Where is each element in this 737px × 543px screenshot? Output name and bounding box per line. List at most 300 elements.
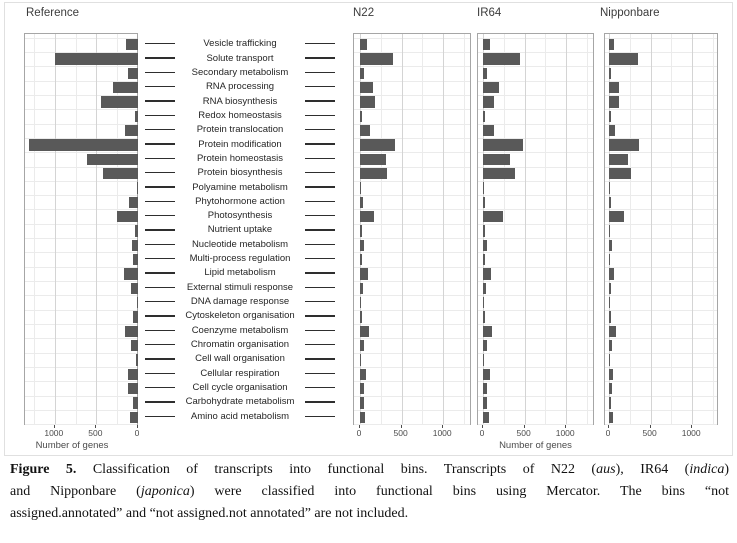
category-tick-right	[305, 387, 335, 388]
gridline-horizontal	[25, 181, 137, 182]
bar-nipponbare	[609, 311, 611, 323]
bar-ir64	[483, 225, 485, 237]
gridline-horizontal	[25, 281, 137, 282]
bar-ir64	[483, 53, 520, 65]
category-label: External stimuli response	[186, 281, 294, 293]
category-tick-right	[305, 229, 335, 230]
gridline-horizontal	[478, 310, 593, 311]
bar-ir64	[483, 254, 485, 266]
gridline-horizontal	[354, 224, 470, 225]
caption-text: ), IR64 (	[615, 462, 690, 477]
gridline-horizontal	[354, 367, 470, 368]
gridline-horizontal	[25, 267, 137, 268]
bar-reference	[129, 197, 138, 209]
gridline-vertical	[443, 34, 444, 424]
bar-nipponbare	[609, 254, 610, 266]
bar-nipponbare	[609, 340, 612, 352]
bar-nipponbare	[609, 182, 610, 194]
gridline-horizontal	[25, 324, 137, 325]
bar-n22	[360, 111, 362, 123]
category-tick-left	[145, 86, 175, 87]
category-label: Cytoskeleton organisation	[185, 310, 295, 322]
bar-n22	[360, 211, 374, 223]
category-tick-left	[145, 72, 175, 73]
category-tick-left	[145, 358, 175, 359]
bar-ir64	[483, 311, 485, 323]
gridline-vertical	[96, 34, 97, 424]
gridline-horizontal	[354, 324, 470, 325]
gridline-horizontal	[605, 66, 717, 67]
category-label: Vesicle trafficking	[203, 38, 277, 50]
caption-line	[10, 481, 729, 503]
chart-panel-nipponbare	[604, 33, 718, 425]
gridline-horizontal	[605, 338, 717, 339]
gridline-horizontal	[478, 252, 593, 253]
category-tick-left	[145, 57, 175, 58]
gridline-horizontal	[25, 109, 137, 110]
axis-tick-label: 0	[134, 428, 140, 438]
gridline-horizontal	[25, 381, 137, 382]
category-tick-left	[145, 315, 175, 316]
category-tick-left	[145, 373, 175, 374]
axis-tick-label: 1000	[555, 428, 575, 438]
bar-reference	[87, 154, 138, 166]
bar-ir64	[483, 154, 510, 166]
category-tick-right	[305, 158, 335, 159]
bar-nipponbare	[609, 168, 631, 180]
gridline-horizontal	[354, 66, 470, 67]
gridline-horizontal	[605, 124, 717, 125]
category-tick-right	[305, 57, 335, 58]
gridline-vertical	[55, 34, 56, 424]
category-tick-left	[145, 115, 175, 116]
gridline-horizontal	[605, 295, 717, 296]
category-label: Protein translocation	[196, 124, 284, 136]
chart-panel-ir64	[477, 33, 594, 425]
gridline-horizontal	[605, 281, 717, 282]
gridline-horizontal	[354, 181, 470, 182]
category-tick-right	[305, 115, 335, 116]
gridline-vertical	[713, 34, 714, 424]
gridline-horizontal	[478, 396, 593, 397]
axis-tick-label: 500	[393, 428, 408, 438]
category-tick-right	[305, 201, 335, 202]
category-label: Polyamine metabolism	[192, 181, 288, 193]
bar-reference	[101, 96, 138, 108]
bar-ir64	[483, 197, 485, 209]
category-label: Carbohydrate metabolism	[185, 396, 295, 408]
bar-n22	[360, 397, 364, 409]
category-tick-right	[305, 401, 335, 402]
category-tick-right	[305, 86, 335, 87]
bar-reference	[125, 326, 138, 338]
bar-ir64	[483, 240, 487, 252]
category-tick-right	[305, 373, 335, 374]
bar-reference	[133, 254, 138, 266]
category-tick-right	[305, 43, 335, 44]
gridline-horizontal	[605, 181, 717, 182]
gridline-horizontal	[478, 424, 593, 425]
category-tick-right	[305, 186, 335, 187]
panel-title-reference: Reference	[26, 7, 80, 19]
bar-ir64	[483, 268, 491, 280]
bar-n22	[360, 369, 366, 381]
bar-ir64	[483, 111, 485, 123]
bar-nipponbare	[609, 68, 611, 80]
bar-n22	[360, 412, 365, 424]
category-label: Amino acid metabolism	[190, 410, 290, 422]
gridline-horizontal	[25, 396, 137, 397]
gridline-horizontal	[354, 396, 470, 397]
gridline-horizontal	[605, 109, 717, 110]
caption-text: Classification of transcripts into functional bins. Transcripts of N22 (	[76, 462, 597, 477]
axis-tick-label: 500	[516, 428, 531, 438]
bar-n22	[360, 283, 363, 295]
gridline-horizontal	[605, 81, 717, 82]
bar-reference	[133, 311, 138, 323]
bar-n22	[360, 182, 361, 194]
bar-n22	[360, 96, 375, 108]
gridline-horizontal	[25, 424, 137, 425]
bar-ir64	[483, 383, 487, 395]
gridline-horizontal	[478, 95, 593, 96]
category-tick-right	[305, 172, 335, 173]
bar-n22	[360, 39, 367, 51]
gridline-horizontal	[354, 353, 470, 354]
category-tick-left	[145, 244, 175, 245]
bar-reference	[55, 53, 138, 65]
bar-ir64	[483, 340, 487, 352]
gridline-horizontal	[605, 396, 717, 397]
gridline-horizontal	[478, 195, 593, 196]
category-tick-right	[305, 143, 335, 144]
bar-nipponbare	[609, 197, 611, 209]
bar-ir64	[483, 326, 492, 338]
gridline-horizontal	[605, 424, 717, 425]
category-label: Cell wall organisation	[195, 353, 285, 365]
bar-n22	[360, 326, 369, 338]
bar-n22	[360, 340, 364, 352]
category-label: Protein homeostasis	[196, 152, 284, 164]
gridline-horizontal	[478, 38, 593, 39]
category-tick-right	[305, 258, 335, 259]
bar-nipponbare	[609, 154, 628, 166]
axis-tick-label: 0	[479, 428, 485, 438]
category-tick-left	[145, 158, 175, 159]
bar-nipponbare	[609, 397, 611, 409]
gridline-horizontal	[25, 310, 137, 311]
gridline-vertical	[34, 34, 35, 424]
chart-panel-n22	[353, 33, 471, 425]
category-tick-right	[305, 358, 335, 359]
bar-nipponbare	[609, 125, 615, 137]
gridline-vertical	[422, 34, 423, 424]
bar-ir64	[483, 39, 490, 51]
gridline-horizontal	[605, 324, 717, 325]
gridline-horizontal	[25, 195, 137, 196]
bar-ir64	[483, 354, 484, 366]
category-label: Cellular respiration	[200, 367, 280, 379]
bar-reference	[125, 125, 138, 137]
bar-n22	[360, 197, 363, 209]
gridline-horizontal	[354, 410, 470, 411]
bar-reference	[131, 340, 138, 352]
gridline-horizontal	[25, 38, 137, 39]
bar-reference	[124, 268, 138, 280]
gridline-horizontal	[605, 95, 717, 96]
bar-nipponbare	[609, 139, 639, 151]
bar-nipponbare	[609, 82, 619, 94]
gridline-horizontal	[354, 109, 470, 110]
bar-n22	[360, 154, 386, 166]
category-tick-left	[145, 172, 175, 173]
gridline-horizontal	[25, 410, 137, 411]
gridline-horizontal	[25, 252, 137, 253]
gridline-horizontal	[478, 224, 593, 225]
gridline-vertical	[671, 34, 672, 424]
x-axis-label-right: Number of genes	[499, 440, 572, 451]
category-tick-left	[145, 201, 175, 202]
gridline-horizontal	[478, 353, 593, 354]
gridline-vertical	[402, 34, 403, 424]
bar-nipponbare	[609, 111, 611, 123]
gridline-horizontal	[354, 310, 470, 311]
gridline-vertical	[651, 34, 652, 424]
category-tick-left	[145, 416, 175, 417]
category-label: Solute transport	[206, 52, 274, 64]
category-tick-right	[305, 215, 335, 216]
gridline-horizontal	[354, 295, 470, 296]
category-tick-left	[145, 258, 175, 259]
category-tick-left	[145, 301, 175, 302]
category-tick-left	[145, 100, 175, 101]
caption-text: ) were classified into functional bins using Mercator. The bins “not	[189, 484, 730, 499]
bar-n22	[360, 168, 387, 180]
gridline-horizontal	[478, 381, 593, 382]
gridline-horizontal	[605, 353, 717, 354]
bar-reference	[128, 383, 138, 395]
gridline-horizontal	[605, 252, 717, 253]
gridline-horizontal	[605, 38, 717, 39]
category-tick-left	[145, 272, 175, 273]
caption-text: )	[724, 462, 730, 477]
gridline-vertical	[76, 34, 77, 424]
bar-n22	[360, 53, 393, 65]
category-label: Protein modification	[198, 138, 282, 150]
gridline-horizontal	[25, 338, 137, 339]
bar-nipponbare	[609, 240, 612, 252]
gridline-horizontal	[478, 324, 593, 325]
bar-reference	[131, 283, 138, 295]
bar-n22	[360, 68, 364, 80]
bar-n22	[360, 225, 362, 237]
gridline-horizontal	[478, 109, 593, 110]
bar-ir64	[483, 96, 494, 108]
gridline-horizontal	[354, 281, 470, 282]
bar-ir64	[483, 139, 523, 151]
bar-nipponbare	[609, 96, 619, 108]
category-tick-right	[305, 301, 335, 302]
gridline-horizontal	[354, 252, 470, 253]
caption-figure-label: Figure 5.	[10, 462, 77, 477]
category-tick-left	[145, 330, 175, 331]
category-tick-left	[145, 287, 175, 288]
category-tick-right	[305, 287, 335, 288]
gridline-horizontal	[354, 424, 470, 425]
gridline-horizontal	[478, 238, 593, 239]
bar-reference	[126, 39, 138, 51]
category-tick-right	[305, 129, 335, 130]
gridline-horizontal	[605, 410, 717, 411]
gridline-horizontal	[354, 381, 470, 382]
axis-tick-label: 500	[88, 428, 103, 438]
gridline-horizontal	[478, 66, 593, 67]
bar-n22	[360, 268, 368, 280]
bar-reference	[137, 182, 138, 194]
axis-tick-label: 0	[605, 428, 611, 438]
bar-reference	[29, 139, 138, 151]
gridline-vertical	[545, 34, 546, 424]
bar-ir64	[483, 68, 487, 80]
bar-n22	[360, 254, 362, 266]
bar-nipponbare	[609, 39, 614, 51]
category-tick-right	[305, 244, 335, 245]
bar-n22	[360, 139, 395, 151]
bar-nipponbare	[609, 383, 612, 395]
category-tick-right	[305, 330, 335, 331]
gridline-horizontal	[25, 367, 137, 368]
gridline-horizontal	[605, 381, 717, 382]
gridline-horizontal	[478, 181, 593, 182]
gridline-vertical	[566, 34, 567, 424]
axis-tick-label: 1000	[681, 428, 701, 438]
category-label: Cell cycle organisation	[192, 382, 288, 394]
gridline-horizontal	[478, 338, 593, 339]
gridline-horizontal	[478, 295, 593, 296]
panel-title-ir64: IR64	[477, 7, 502, 19]
bar-n22	[360, 297, 361, 309]
gridline-vertical	[630, 34, 631, 424]
category-label: Redox homeostasis	[198, 109, 282, 121]
figure-caption	[10, 459, 729, 525]
gridline-horizontal	[478, 124, 593, 125]
gridline-horizontal	[605, 267, 717, 268]
category-tick-left	[145, 143, 175, 144]
bar-ir64	[483, 168, 515, 180]
gridline-horizontal	[354, 195, 470, 196]
bar-nipponbare	[609, 268, 614, 280]
gridline-horizontal	[478, 267, 593, 268]
category-label: Coenzyme metabolism	[191, 324, 289, 336]
panel-title-n22: N22	[353, 7, 375, 19]
category-label: Chromatin organisation	[190, 339, 290, 351]
caption-text: japonica	[140, 484, 190, 499]
bar-nipponbare	[609, 211, 624, 223]
bar-ir64	[483, 369, 490, 381]
bar-n22	[360, 354, 361, 366]
bar-nipponbare	[609, 283, 611, 295]
category-tick-left	[145, 387, 175, 388]
gridline-horizontal	[354, 267, 470, 268]
category-tick-left	[145, 186, 175, 187]
chart-panel-reference	[24, 33, 138, 425]
axis-tick-label: 1000	[44, 428, 64, 438]
gridline-horizontal	[25, 124, 137, 125]
bar-ir64	[483, 412, 489, 424]
gridline-horizontal	[478, 410, 593, 411]
category-label: Nucleotide metabolism	[191, 238, 289, 250]
bar-nipponbare	[609, 412, 613, 424]
bar-reference	[130, 412, 138, 424]
gridline-vertical	[464, 34, 465, 424]
bar-ir64	[483, 211, 503, 223]
bar-n22	[360, 311, 362, 323]
bar-ir64	[483, 297, 484, 309]
gridline-horizontal	[25, 295, 137, 296]
bar-ir64	[483, 125, 494, 137]
bar-nipponbare	[609, 326, 616, 338]
bar-nipponbare	[609, 53, 638, 65]
gridline-vertical	[525, 34, 526, 424]
panel-title-nipponbare: Nipponbare	[600, 7, 660, 19]
category-tick-left	[145, 229, 175, 230]
bar-nipponbare	[609, 354, 610, 366]
bar-reference	[136, 354, 138, 366]
gridline-horizontal	[605, 310, 717, 311]
bar-nipponbare	[609, 369, 613, 381]
gridline-horizontal	[605, 367, 717, 368]
caption-line	[10, 459, 729, 481]
bar-ir64	[483, 283, 486, 295]
bar-n22	[360, 125, 370, 137]
category-label: RNA biosynthesis	[202, 95, 278, 107]
gridline-horizontal	[478, 367, 593, 368]
bar-reference	[135, 225, 138, 237]
bar-ir64	[483, 397, 487, 409]
category-label: Phytohormone action	[195, 195, 285, 207]
bar-reference	[128, 369, 138, 381]
bar-reference	[113, 82, 138, 94]
gridline-horizontal	[478, 281, 593, 282]
category-label: Protein biosynthesis	[197, 167, 283, 179]
gridline-vertical	[692, 34, 693, 424]
category-tick-left	[145, 215, 175, 216]
axis-tick-label: 1000	[432, 428, 452, 438]
axis-tick-label: 0	[356, 428, 362, 438]
category-label: RNA processing	[205, 81, 275, 93]
gridline-horizontal	[25, 224, 137, 225]
bar-reference	[137, 297, 138, 309]
category-tick-left	[145, 344, 175, 345]
bar-nipponbare	[609, 225, 610, 237]
gridline-vertical	[587, 34, 588, 424]
bar-n22	[360, 82, 373, 94]
gridline-horizontal	[605, 238, 717, 239]
category-label: Secondary metabolism	[191, 66, 289, 78]
gridline-horizontal	[25, 353, 137, 354]
caption-line	[10, 503, 729, 525]
bar-reference	[133, 397, 138, 409]
category-label: DNA damage response	[190, 296, 290, 308]
bar-reference	[135, 111, 138, 123]
axis-tick-label: 500	[642, 428, 657, 438]
category-tick-right	[305, 416, 335, 417]
gridline-horizontal	[354, 38, 470, 39]
category-tick-left	[145, 43, 175, 44]
gridline-horizontal	[354, 124, 470, 125]
category-tick-left	[145, 129, 175, 130]
bar-n22	[360, 383, 364, 395]
